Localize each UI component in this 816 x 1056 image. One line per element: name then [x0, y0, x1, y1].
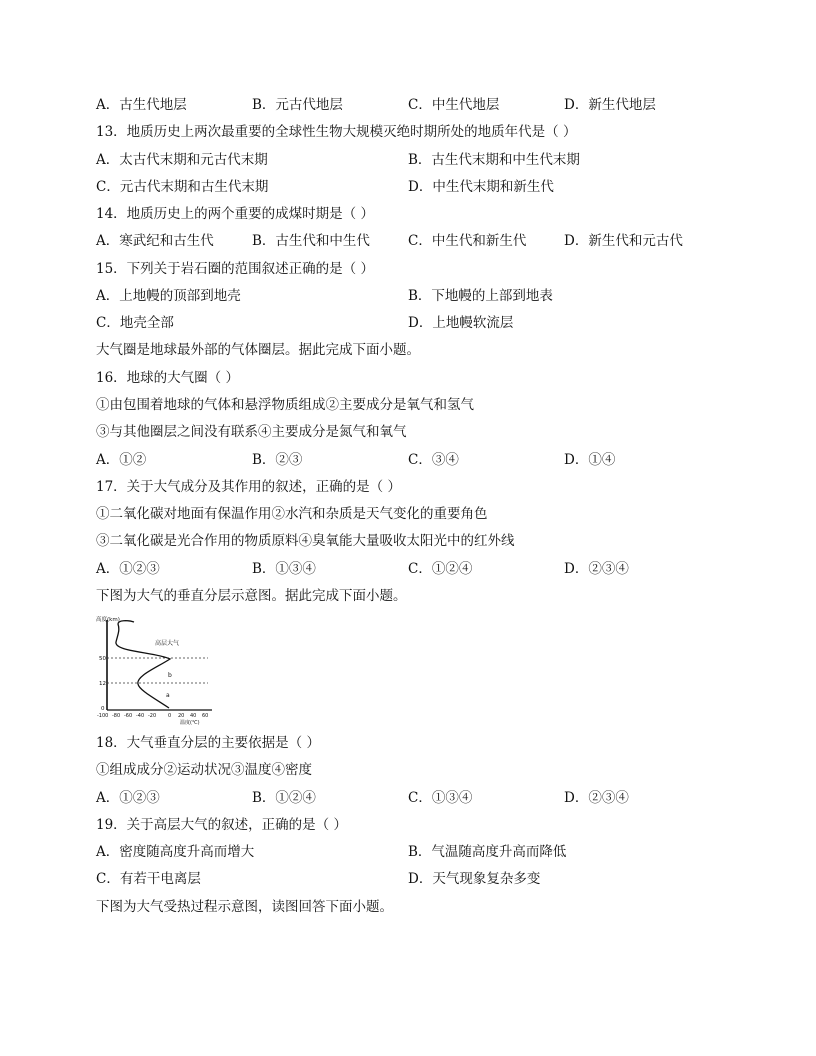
q16-option-b: B．②③ — [252, 452, 303, 468]
q13-option-d: D．中生代末期和新生代 — [408, 179, 554, 195]
question-16-stem: 16．地球的大气圈（ ） — [96, 370, 239, 386]
q13-option-b: B．古生代末期和中生代末期 — [408, 152, 580, 168]
q19-option-d: D．天气现象复杂多变 — [408, 871, 541, 887]
label-b: b — [168, 672, 172, 679]
x-axis-label: 温度(℃) — [180, 720, 200, 726]
figure-intro-2: 下图为大气受热过程示意图，读图回答下面小题。 — [96, 899, 393, 915]
x-tick: 20 — [178, 713, 185, 719]
passage-intro: 大气圈是地球最外部的气体圈层。据此完成下面小题。 — [96, 342, 420, 358]
option-c: C．中生代地层 — [408, 97, 500, 113]
q15-option-c: C．地壳全部 — [96, 315, 174, 331]
x-tick: -60 — [124, 713, 133, 719]
atmosphere-layer-diagram — [94, 612, 224, 726]
q16-option-c: C．③④ — [408, 452, 459, 468]
question-18-stem: 18．大气垂直分层的主要依据是（ ） — [96, 735, 320, 751]
q17-statement-line-2: ③二氧化碳是光合作用的物质原料④臭氧能大量吸收太阳光中的红外线 — [96, 533, 515, 549]
q18-option-a: A．①②③ — [96, 790, 160, 806]
q15-option-d: D．上地幔软流层 — [408, 315, 514, 331]
q17-option-d: D．②③④ — [564, 561, 629, 577]
q19-option-c: C．有若干电离层 — [96, 871, 201, 887]
figure-intro: 下图为大气的垂直分层示意图。据此完成下面小题。 — [96, 588, 407, 604]
q13-option-a: A．太古代末期和元古代末期 — [96, 152, 268, 168]
q16-statement-line-1: ①由包围着地球的气体和悬浮物质组成②主要成分是氧气和氢气 — [96, 397, 474, 413]
q16-statement-line-2: ③与其他圈层之间没有联系④主要成分是氮气和氧气 — [96, 424, 407, 440]
question-14-stem: 14．地质历史上的两个重要的成煤时期是（ ） — [96, 206, 374, 222]
q19-option-b: B．气温随高度升高而降低 — [408, 844, 567, 860]
q17-option-a: A．①②③ — [96, 561, 160, 577]
x-tick: 40 — [190, 713, 197, 719]
question-19-stem: 19．关于高层大气的叙述，正确的是（ ） — [96, 817, 347, 833]
q19-option-a: A．密度随高度升高而增大 — [96, 844, 255, 860]
q14-option-b: B．古生代和中生代 — [252, 233, 370, 249]
q17-option-c: C．①②④ — [408, 561, 473, 577]
temperature-curve — [116, 621, 170, 708]
q14-option-d: D．新生代和元古代 — [564, 233, 683, 249]
x-tick: -80 — [112, 713, 121, 719]
question-17-stem: 17．关于大气成分及其作用的叙述，正确的是（ ） — [96, 479, 401, 495]
option-b: B．元古代地层 — [252, 97, 343, 113]
y-tick-50: 50 — [99, 656, 106, 662]
x-tick: -40 — [136, 713, 145, 719]
q18-option-d: D．②③④ — [564, 790, 629, 806]
option-d: D．新生代地层 — [564, 97, 656, 113]
q18-option-c: C．①③④ — [408, 790, 473, 806]
q16-option-d: D．①④ — [564, 452, 616, 468]
y-tick-12: 12 — [99, 681, 106, 687]
question-13-stem: 13．地质历史上两次最重要的全球性生物大规模灭绝时期所处的地质年代是（ ） — [96, 124, 577, 140]
label-upper-atmosphere: 高层大气 — [155, 640, 180, 647]
q18-option-b: B．①②④ — [252, 790, 316, 806]
question-15-stem: 15．下列关于岩石圈的范围叙述正确的是（ ） — [96, 261, 374, 277]
y-axis-label: 高度(km) — [96, 617, 120, 623]
q16-option-a: A．①② — [96, 452, 147, 468]
q18-statement-line-1: ①组成成分②运动状况③温度④密度 — [96, 762, 312, 778]
y-tick-0: 0 — [101, 706, 105, 712]
x-tick: -100 — [97, 713, 109, 719]
x-tick: 0 — [168, 713, 172, 719]
q15-option-b: B．下地幔的上部到地表 — [408, 288, 553, 304]
q17-option-b: B．①③④ — [252, 561, 316, 577]
q15-option-a: A．上地幔的顶部到地壳 — [96, 288, 241, 304]
q14-option-c: C．中生代和新生代 — [408, 233, 527, 249]
label-a: a — [166, 692, 170, 699]
q14-option-a: A．寒武纪和古生代 — [96, 233, 214, 249]
x-tick: 60 — [202, 713, 209, 719]
q17-statement-line-1: ①二氧化碳对地面有保温作用②水汽和杂质是天气变化的重要角色 — [96, 506, 488, 522]
q13-option-c: C．元古代末期和古生代末期 — [96, 179, 269, 195]
x-tick: -20 — [148, 713, 157, 719]
option-a: A．古生代地层 — [96, 97, 187, 113]
